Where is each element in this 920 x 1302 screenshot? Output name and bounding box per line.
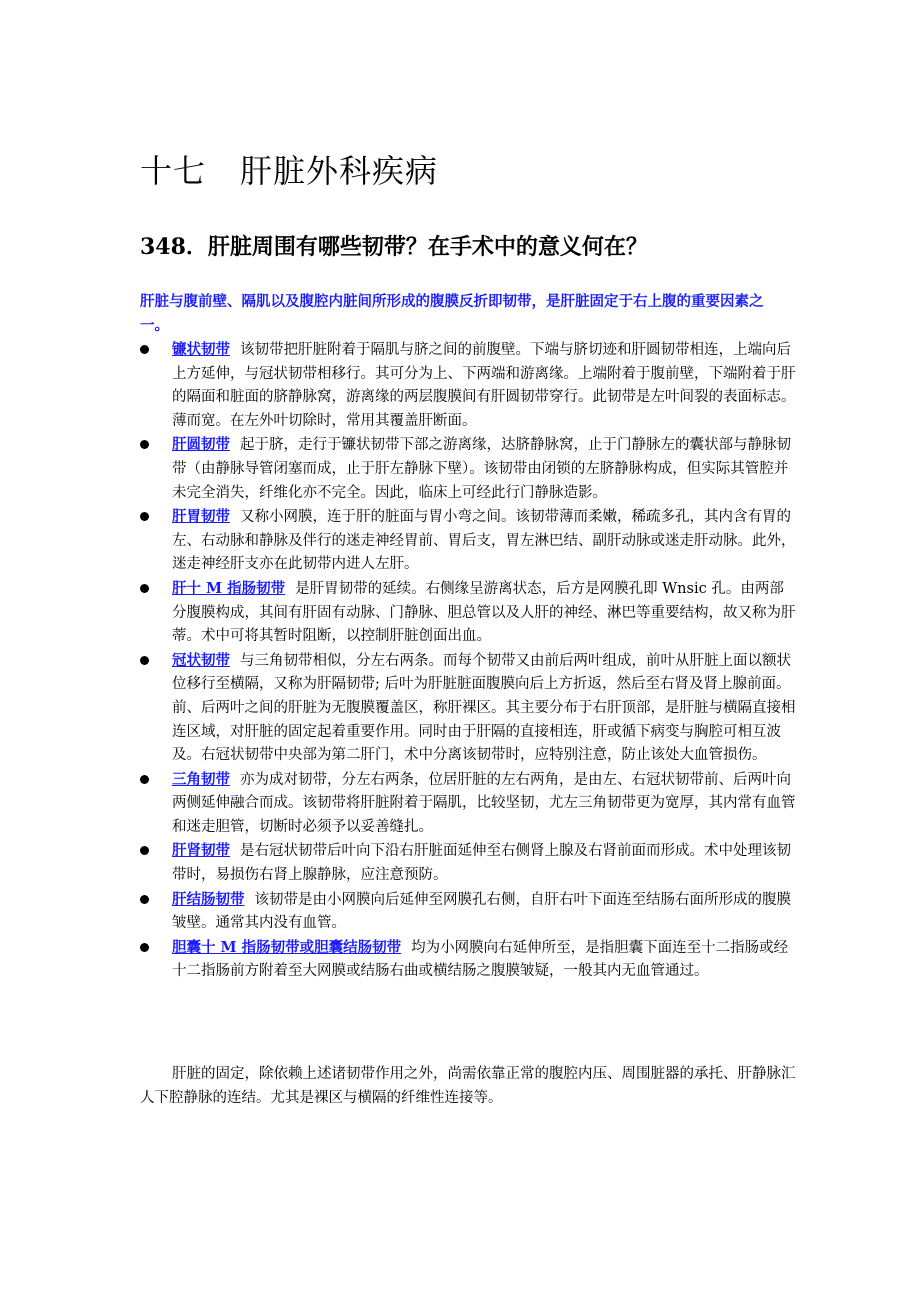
- chapter-number: 十七: [140, 152, 207, 190]
- list-item: [140, 505, 796, 577]
- term-link[interactable]: 三角韧带: [172, 770, 230, 788]
- bullet-icon: [140, 512, 149, 521]
- bullet-icon: [140, 345, 149, 354]
- bullet-icon: [140, 440, 149, 449]
- list-item: [140, 338, 796, 433]
- list-item: [140, 768, 796, 840]
- term-link[interactable]: 肝肾韧带: [172, 842, 230, 860]
- item-text: 与三角韧带相似，分左右两条。而每个韧带又由前后两叶组成，前叶从肝脏上面以额状位移行至横隔，又称为肝隔韧带; 后叶为肝脏脏面腹膜向后上方折返，然后至右肾及肾上腺前面。前、后两叶之间的肝脏为无腹膜覆盖区，称肝裸区。其主要分布于右肝顶部，是肝脏与横隔直接相连区域，对肝脏的固定起着重要作用。同时由于肝隔的直接相连，肝或循下病变与胸腔可相互波及。右冠状韧带中央部为第二肝门，术中分离该韧带时，应特别注意，防止该处大血管损伤。: [172, 652, 796, 764]
- ligament-list: [140, 338, 796, 984]
- chapter-name: 肝脏外科疾病: [240, 152, 439, 190]
- bullet-icon: [140, 656, 149, 665]
- list-item: [140, 649, 796, 768]
- question-title: 348．肝脏周围有哪些韧带？在手术中的意义何在？: [140, 234, 648, 260]
- bullet-icon: [140, 895, 149, 904]
- bullet-icon: [140, 775, 149, 784]
- closing-paragraph: 肝脏的固定，除依赖上述诸韧带作用之外，尚需依靠正常的腹腔内压、周围脏器的承托、肝静脉汇人下腔静脉的连结。尤其是裸区与横隔的纤维性连接等。: [140, 1066, 796, 1106]
- intro-paragraph: 肝脏与腹前壁、隔肌以及腹腔内脏间所形成的腹膜反折即韧带，是肝脏固定于右上腹的重要因素之一。: [140, 293, 764, 334]
- chapter-title: [140, 146, 438, 192]
- term-link[interactable]: 肝胃韧带: [172, 508, 230, 526]
- list-item: [140, 433, 796, 505]
- term-link[interactable]: 肝结肠韧带: [172, 890, 245, 908]
- item-text: 是右冠状韧带后叶向下沿右肝脏面延伸至右侧肾上腺及右肾前面而形成。术中处理该韧带时，易损伤右肾上腺静脉，应注意预防。: [172, 843, 791, 884]
- item-text: 该韧带把肝脏附着于隔肌与脐之间的前腹壁。下端与脐切迹和肝圆韧带相连，上端向后上方延伸，与冠状韧带相移行。其可分为上、下两端和游离缘。上端附着于腹前壁，下端附着于肝的隔面和脏面的脐静脉窝，游离缘的两层腹膜间有肝圆韧带穿行。此韧带是左叶间裂的表面标志。薄而宽。在左外叶切除时，常用其覆盖肝断面。: [172, 342, 796, 429]
- list-item: [140, 839, 796, 887]
- item-text: 又称小网膜，连于肝的脏面与胃小弯之间。该韧带薄而柔嫩，稀疏多孔，其内含有胃的左、右动脉和静脉及伴行的迷走神经胃前、胃后支，胃左淋巴结、副肝动脉或迷走肝动脉。此外，迷走神经肝支亦在此韧带内进人左肝。: [172, 509, 796, 573]
- term-link[interactable]: 镰状韧带: [172, 341, 230, 358]
- term-link[interactable]: 胆囊十 M 指肠韧带或胆囊结肠韧带: [172, 938, 402, 956]
- bullet-icon: [140, 846, 149, 855]
- bullet-icon: [140, 584, 149, 593]
- term-link[interactable]: 冠状韧带: [172, 651, 230, 669]
- item-text: 该韧带是由小网膜向后延伸至网膜孔右侧，自肝右叶下面连至结肠右面所形成的腹膜皱壁。通常其内没有血管。: [172, 891, 791, 932]
- list-item: [140, 888, 796, 936]
- list-item: [140, 577, 796, 649]
- term-link[interactable]: 肝圆韧带: [172, 436, 230, 454]
- item-text: 亦为成对韧带，分左右两条，位居肝脏的左右两角，是由左、右冠状韧带前、后两叶向两侧延伸融合而成。该韧带将肝脏附着于隔肌，比较坚韧，尤左三角韧带更为宽厚，其内常有血管和迷走胆管，切断时必须予以妥善缝扎。: [172, 771, 796, 835]
- item-text: 是肝胃韧带的延续。右侧缘呈游离状态，后方是网膜孔即 Wnsic 孔。由两部分腹膜构成，其间有肝固有动脉、门静脉、胆总管以及人肝的神经、淋巴等重要结构，故又称为肝蒂。术中可将其暂时阻断，以控制肝脏创面出血。: [172, 580, 796, 645]
- item-text: 均为小网膜向右延伸所至，是指胆囊下面连至十二指肠或经十二指肠前方附着至大网膜或结肠右曲或横结肠之腹膜皱疑，一般其内无血管通过。: [172, 939, 789, 980]
- term-link[interactable]: 肝十 M 指肠韧带: [172, 579, 286, 597]
- bullet-icon: [140, 943, 149, 952]
- list-item: [140, 936, 796, 984]
- item-text: 起于脐，走行于镰状韧带下部之游离缘，达脐静脉窝，止于门静脉左的囊状部与静脉韧带（由静脉导管闭塞而成，止于肝左静脉下壁）。该韧带由闭锁的左脐静脉构成，但实际其管腔并未完全消失，纤维化亦不完全。因此，临床上可经此行门静脉造影。: [172, 437, 791, 501]
